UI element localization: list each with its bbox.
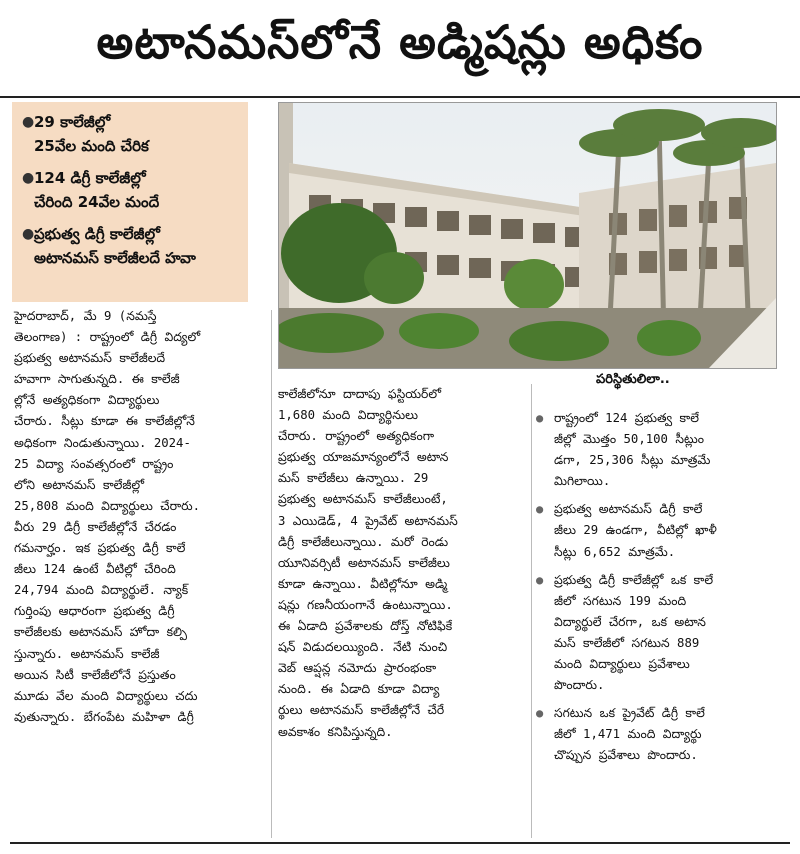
article-line: 3 ఎయిడెడ్, 4 ప్రైవేట్ అటానమస్ <box>278 513 458 528</box>
article-column-2 <box>278 384 528 743</box>
article-line: మూడు వేల మంది విద్యార్థులు చదు <box>14 688 198 703</box>
article-line: వుతున్నారు. బేగంపేట మహిళా డిగ్రీ <box>14 709 194 724</box>
article-line: జీల్లో మొత్తం 50,100 సీట్లుం <box>554 432 704 447</box>
article-line: అయిన సిటీ కాలేజీలోనే ప్రస్తుతం <box>14 667 176 682</box>
article-line: డగా, 25,306 సీట్లు మాత్రమే <box>554 453 711 468</box>
article-line: నుంది. ఈ ఏడాది కూడా విద్యా <box>278 682 440 697</box>
article-line: ప్రభుత్వ అటానమస్ కాలేజీలుంటే, <box>278 492 448 507</box>
article-line: గుర్తింపు ఆధారంగా ప్రభుత్వ డిగ్రీ <box>14 604 175 619</box>
article-line: జీలు 29 ఉండగా, వీటిల్లో ఖాళీ <box>554 523 717 538</box>
highlight-text: 124 డిగ్రీ కాలేజీల్లో చేరింది 24వేల మందే <box>34 169 160 211</box>
article-line: మస్ కాలేజీలు ఉన్నాయి. 29 <box>278 471 429 486</box>
article-line: 25 విద్యా సంవత్సరంలో రాష్ట్రం <box>14 456 174 471</box>
stat-text <box>554 570 713 697</box>
bottom-rule <box>10 842 790 844</box>
stat-text <box>554 703 705 766</box>
article-line: ప్రభుత్వ అటానమస్ కాలేజీలదే <box>14 351 166 366</box>
article-line: హైదరాబాద్, మే 9 (నమస్తే <box>14 309 157 323</box>
article-line: వెబ్ ఆప్షన్ల నమోదు ప్రారంభంకా <box>278 661 437 676</box>
article-line: మిగిలాయి. <box>554 474 611 489</box>
article-line: పొందారు. <box>554 678 605 693</box>
article-line: ప్రభుత్వ అటానమస్ డిగ్రీ కాలే <box>554 502 703 517</box>
article-line: సీట్లు 6,652 మాత్రమే. <box>554 544 676 559</box>
article-column-3 <box>536 408 794 774</box>
stat-text <box>554 408 710 492</box>
college-photo <box>278 102 777 369</box>
article-line: తెలంగాణ) : రాష్ట్రంలో డిగ్రీ విద్యలో <box>14 330 201 345</box>
bullet-icon: ● <box>536 411 544 425</box>
stat-bullet <box>536 408 794 492</box>
article-line: ల్లోనే అత్యధికంగా విద్యార్థులు <box>14 393 160 408</box>
bullet-icon: ● <box>22 114 35 130</box>
article-line: అవకాశం కనిపిస్తున్నది. <box>278 724 393 739</box>
bullet-icon: ● <box>22 226 35 242</box>
article-line: కాలేజీలోనూ దాదాపు ఫస్టియర్‌లో <box>278 387 441 401</box>
stat-bullet <box>536 703 794 766</box>
highlight-item <box>22 166 240 214</box>
article-line: ప్రభుత్వ యాజమాన్యంలోనే అటాన <box>278 450 449 465</box>
article-line: 1,680 మంది విద్యార్థినులు <box>278 408 419 423</box>
stat-bullet <box>536 499 794 562</box>
article-line: కూడా ఉన్నాయి. వీటిల్లోనూ అడ్మి <box>278 576 448 591</box>
highlight-item <box>22 222 240 270</box>
column-divider <box>531 384 532 838</box>
article-line: మంది విద్యార్థులు ప్రవేశాలు <box>554 657 690 672</box>
photo-caption: పరిస్థితులిలా.. <box>596 372 670 387</box>
highlights-box <box>12 102 248 302</box>
article-line: చొప్పున ప్రవేశాలు పొందారు. <box>554 748 698 763</box>
article-line: వీరు 29 డిగ్రీ కాలేజీల్లోనే చేరడం <box>14 519 177 534</box>
article-line: ర్థులు అటానమస్ కాలేజీల్లోనే చేరే <box>278 703 445 718</box>
bullet-icon: ● <box>536 706 544 721</box>
article-line: చేరారు. సీట్లు కూడా ఈ కాలేజీల్లోనే <box>14 414 195 429</box>
bullet-icon: ● <box>22 170 35 186</box>
article-line: మస్ కాలేజీలో సగటున 889 <box>554 635 700 650</box>
headline: అటానమస్‌లోనే అడ్మిషన్లు అధికం <box>96 15 704 69</box>
article-line: హవాగా సాగుతున్నది. ఈ కాలేజీ <box>14 372 180 387</box>
article-line: షన్ విడుదలయ్యింది. నేటి నుంచి <box>278 640 448 655</box>
bullet-icon: ● <box>536 502 544 517</box>
article-line: స్తున్నారు. అటానమస్ కాలేజీ <box>14 646 160 661</box>
article-line: 25,808 మంది విద్యార్థులు చేరారు. <box>14 498 201 513</box>
article-line: ఈ ఏడాది ప్రవేశాలకు దోస్త్ నోటిఫికే <box>278 619 453 634</box>
article-line: కాలేజీలకు అటానమస్ హోదా కల్పి <box>14 625 188 640</box>
article-column-1 <box>14 306 266 728</box>
article-line: గమనార్హం. ఇక ప్రభుత్వ డిగ్రీ కాలే <box>14 541 186 556</box>
stat-bullet <box>536 570 794 697</box>
article-line: చేరారు. రాష్ట్రంలో అత్యధికంగా <box>278 429 435 444</box>
article-line: షన్లు గణనీయంగానే ఉంటున్నాయి. <box>278 597 453 612</box>
article-line: 24,794 మంది విద్యార్థులే. న్యాక్ <box>14 583 189 598</box>
article-line: జీలో సగటున 199 మంది <box>554 593 687 608</box>
article-line: లోని అటానమస్ కాలేజీల్లో <box>14 477 144 492</box>
stat-text <box>554 499 717 562</box>
article-line: జీలో 1,471 మంది విద్యార్థు <box>554 727 702 742</box>
headline-rule <box>0 96 800 98</box>
column-divider <box>271 310 272 838</box>
article-line: యూనివర్సిటీ అటానమస్ కాలేజీలు <box>278 555 450 570</box>
highlight-text: 29 కాలేజీల్లో 25వేల మంది చేరిక <box>34 113 149 155</box>
article-line: అధికంగా నిండుతున్నాయి. 2024- <box>14 435 191 450</box>
article-line: రాష్ట్రంలో 124 ప్రభుత్వ కాలే <box>554 411 699 425</box>
article-line: ప్రభుత్వ డిగ్రీ కాలేజీల్లో ఒక కాలే <box>554 572 714 587</box>
article-line: జీలు 124 ఉంటే వీటిల్లో చేరింది <box>14 562 176 577</box>
highlight-item <box>22 110 240 158</box>
article-line: విద్యార్థులే చేరగా, ఒక అటాన <box>554 614 706 629</box>
highlight-text: ప్రభుత్వ డిగ్రీ కాలేజీల్లో అటానమస్ కాలేజీలదే హవా <box>34 225 196 267</box>
article-line: సగటున ఒక ప్రైవేట్ డిగ్రీ కాలే <box>554 706 705 721</box>
bullet-icon: ● <box>536 572 544 587</box>
article-line: డిగ్రీ కాలేజీలున్నాయి. మరో రెండు <box>278 534 449 549</box>
